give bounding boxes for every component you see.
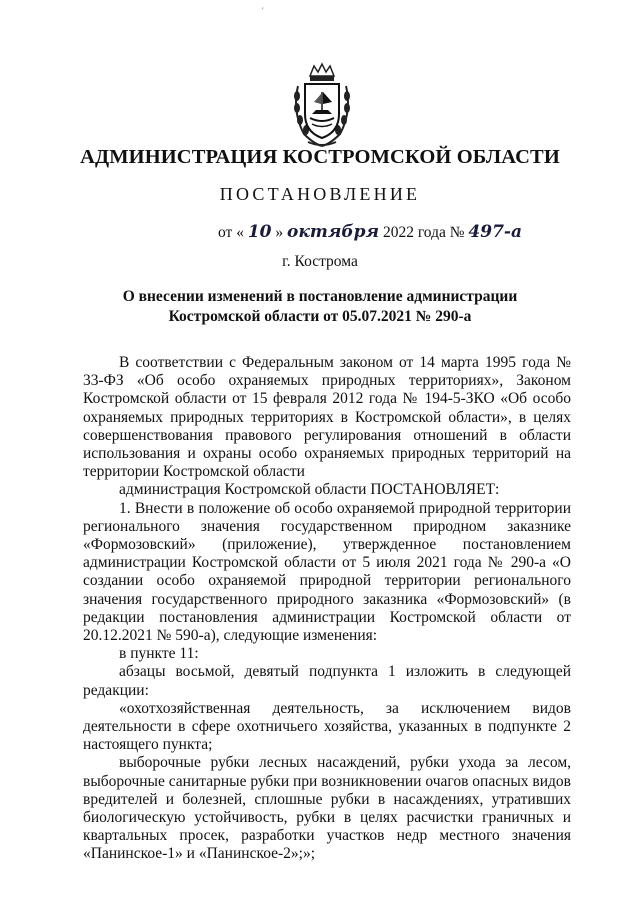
date-month: октября — [287, 222, 380, 242]
date-day: 10 — [247, 222, 272, 242]
coat-of-arms-icon — [290, 62, 354, 148]
subject-line-2: Костромской области от 05.07.2021 № 290-а — [168, 308, 472, 325]
city: г. Кострома — [282, 253, 358, 270]
paragraph-item-1: 1. Внести в положение об особо охраняемой природной территории регионального значения государственном природном заказнике «Формозовский» (приложение), утвержденное постановлением администрации Костромской области от 5 июля 2021 года № 290-а «О создании особо охраняемой природной территории регионального значения государственного природного заказника «Формозовский» (в редакции постановления администрации Костромской области от 20.12.2021 № 590-а), следующие изменения: — [83, 499, 571, 645]
document-body — [83, 354, 571, 864]
paragraph-amend-subitem: абзацы восьмой, девятый подпункта 1 изложить в следующей редакции: — [83, 663, 571, 699]
scan-mark: ' — [262, 6, 264, 16]
paragraph-hunting: «охотхозяйственная деятельность, за исключением видов деятельности в сфере охотничьего хозяйства, указанных в подпункте 2 настоящего пункта; — [83, 699, 571, 754]
date-year: 2022 года № — [382, 224, 465, 241]
date-line — [218, 222, 522, 242]
paragraph-preamble: В соответствии с Федеральным законом от 14 марта 1995 года № 33-ФЗ «Об особо охраняемых природных территориях», Законом Костромской области от 15 февраля 2012 года № 194-5-ЗКО «Об особо охраняемых природных территориях в Костромской области», в целях совершенствования правового регулирования отношений в области использования и охраны особо охраняемых природных территорий на территории Костромской области — [83, 354, 571, 481]
date-mid: » — [275, 224, 284, 241]
paragraph-point-11: в пункте 11: — [119, 645, 199, 663]
paragraph-logging: выборочные рубки лесных насаждений, рубки ухода за лесом, выборочные санитарные рубки при возникновении очагов опасных видов вредителей и болезней, сплошные рубки в насаждениях, утративших биологическую устойчивость, рубки в целях расчистки граничных и квартальных просек, разработки участков недр местного значения «Панинское-1» и «Панинское-2»;»; — [83, 754, 571, 863]
organization-title: АДМИНИСТРАЦИЯ КОСТРОМСКОЙ ОБЛАСТИ — [80, 146, 560, 168]
document-subject — [100, 287, 540, 327]
date-prefix: от « — [218, 224, 244, 241]
document-type: ПОСТАНОВЛЕНИЕ — [219, 184, 421, 204]
paragraph-resolves: администрация Костромской области ПОСТАНОВЛЯЕТ: — [119, 481, 500, 499]
subject-line-1: О внесении изменений в постановление администрации — [122, 288, 518, 305]
document-number: 497-а — [468, 222, 522, 242]
